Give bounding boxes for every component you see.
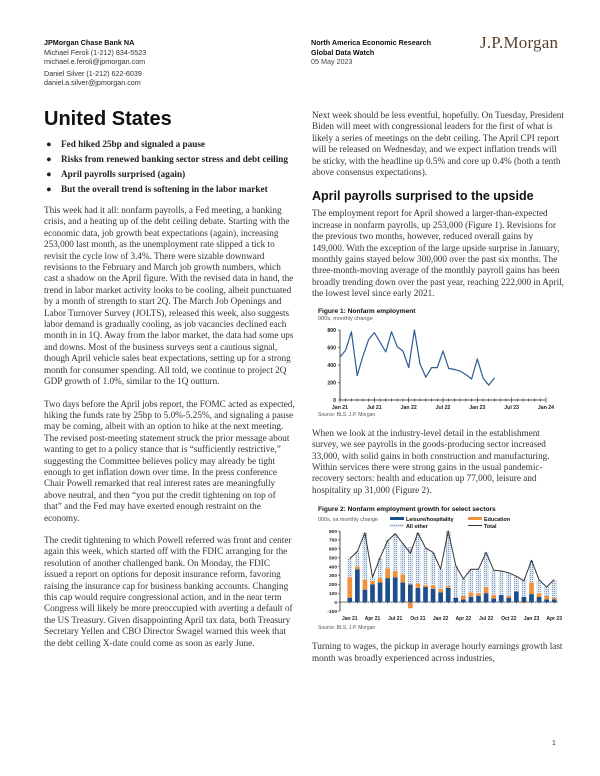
bar-all-other	[347, 559, 352, 578]
bar-education	[438, 589, 443, 593]
bar-education	[378, 578, 383, 582]
bar-leisure-hospitality	[446, 588, 451, 602]
author-1: Michael Feroli (1-212) 834-5523	[44, 47, 147, 57]
key-point	[44, 139, 295, 150]
bullet-icon: ●	[46, 169, 52, 179]
bar-all-other	[431, 552, 436, 585]
bar-leisure-hospitality	[484, 593, 489, 602]
body-paragraph: Next week should be less eventful, hopefully. On Tuesday, President Biden will meet with congressional leaders for the first of what is likely a series of meetings on the debt ceiling. The April CPI report will be released on Wednesday, and we expect inflation trends will be sticky, with the headline up 0.5% and core up 0.4% (both a tenth above consensus expectations).	[312, 110, 564, 178]
bar-leisure-hospitality	[370, 584, 375, 602]
author-1-email[interactable]: michael.e.feroli@jpmorgan.com	[44, 57, 146, 67]
body-paragraph: When we look at the industry-level detail in the establishment survey, we see payrolls in the goods-producing sector increased 33,000, with solid gains in both construction and manufacturing. Within services there were strong gains in the usual pandemic-recovery sectors: health and education up 77,000, leisure and hospitality up 31,000 (Figure 2).	[312, 427, 550, 495]
x-tick-label: Jan 21	[331, 404, 349, 411]
bar-all-other	[522, 580, 527, 597]
bar-leisure-hospitality	[552, 600, 557, 603]
x-tick-label: Jan 21	[341, 616, 358, 623]
x-tick-label: Jan 23	[523, 616, 540, 623]
y-tick-label: 400	[327, 362, 336, 369]
author-2-email[interactable]: daniel.a.silver@jpmorgan.com	[44, 78, 141, 88]
department: North America Economic Research	[311, 38, 431, 47]
y-tick-label: 800	[327, 327, 336, 334]
right-column	[312, 110, 564, 675]
x-tick-label: Jul 22	[478, 616, 494, 623]
bar-leisure-hospitality	[423, 587, 428, 602]
bar-all-other	[552, 580, 557, 598]
section-heading: April payrolls surprised to the upside	[312, 189, 534, 204]
legend-swatch-education	[468, 517, 482, 520]
y-tick-label: 0	[334, 601, 337, 607]
bar-all-other	[491, 570, 496, 595]
bar-education	[393, 571, 398, 577]
bar-leisure-hospitality	[408, 584, 413, 602]
x-tick-label: Oct 21	[410, 616, 426, 623]
body-paragraph: This week had it all: nonfarm payrolls, a Fed meeting, a banking crisis, and a heating up of the debt ceiling debate. Starting with the economic data, job growth beat expectations (again), increasing 253,000 last month, as the unemployment rate slipped a tick to revisit the cycle low of 3.4%. There were sizable downward revisions to the February and March job growth numbers, which cast a shadow on the April figure. With the revised data in hand, the trend in labor market activity looks to be cooling, albeit punctuated by a month of strength to start 2Q. The March Job Openings and Labor Turnover Survey (JOLTS), released this week, also suggests labor demand is gradually cooling, as job vacancies declined each month in in 1Q. Away from the labor market, the data had some ups and downs. Most of the business surveys sent a cautious signal, though April vehicle sales beat expectations, setting up for a strong month for consumer spending. All told, we continue to project 2Q GDP growth of 1.0%, similar to the 1Q outturn.	[44, 205, 294, 387]
bar-leisure-hospitality	[522, 597, 527, 602]
x-tick-label: Apr 21	[364, 616, 381, 623]
author-2: Daniel Silver (1-212) 622-6039	[44, 68, 142, 78]
legend-label-leisure: Leisure/hospitality	[406, 517, 454, 524]
bar-all-other	[400, 544, 405, 575]
bar-all-other	[476, 569, 481, 593]
bar-leisure-hospitality	[461, 600, 466, 603]
bar-all-other	[416, 533, 421, 584]
bar-all-other	[506, 573, 511, 596]
figure-2-source: Source: BLS, J.P. Morgan	[318, 625, 376, 632]
figure-1-title: Figure 1: Nonfarm employment	[318, 307, 416, 315]
y-tick-label: 400	[328, 565, 337, 571]
page-number: 1	[552, 740, 556, 747]
figure-2-title: Figure 2: Nonfarm employment growth for select sectors	[318, 506, 496, 514]
bar-education	[363, 580, 368, 590]
y-tick-label: 0	[333, 397, 336, 404]
x-tick-label: Jul 21	[388, 616, 403, 623]
left-column	[44, 108, 295, 660]
y-tick-label: 300	[328, 574, 337, 580]
bar-leisure-hospitality	[378, 583, 383, 603]
x-tick-label: Apr 23	[546, 616, 562, 623]
bar-education	[469, 592, 474, 596]
bar-leisure-hospitality	[416, 588, 421, 602]
key-point-text: Fed hiked 25bp and signaled a pause	[61, 139, 205, 149]
bar-leisure-hospitality	[514, 592, 519, 603]
bar-all-other	[499, 571, 504, 595]
bar-education	[423, 585, 428, 587]
body-paragraph: The employment report for April showed a larger-than-expected increase in nonfarm payrolls, up 253,000 (Figure 1). Revisions for the previous two months, however, reduced overall gains by 149,000. With the exception of the large upside surprise in January, monthly gains stayed below 300,000 over the past six months. The three-month-moving average of the monthly payroll gains has been broadly trending down over the past year, reaching 222,000 in April, the lowest level since early 2021.	[312, 208, 564, 299]
figure-2-subtitle: 000s, sa monthly change	[318, 517, 378, 524]
publication-block	[311, 38, 431, 67]
y-tick-label: 600	[328, 547, 337, 553]
bar-all-other	[393, 534, 398, 571]
body-paragraph: Two days before the April jobs report, the FOMC acted as expected, hiking the funds rate by 25bp to 5.0%-5.25%, and signaling a pause may be coming, albeit with an option to hike at the next meeting. The revised post-meeting statement struck the prior message about wanting to get to a policy stance that is “sufficiently restrictive,” suggesting the Committee believes policy may already be tight enough to get inflation down over time. In the press conference Chair Powell remarked that real interest rates are meaningfully above neutral, and then “you put the credit tightening on top of that” and the Fed may have exerted enough restraint on the economy.	[44, 398, 295, 523]
bar-education	[400, 575, 405, 583]
bar-education	[529, 583, 534, 595]
bar-education	[370, 581, 375, 585]
bar-leisure-hospitality	[491, 599, 496, 603]
key-point-text: Risks from renewed banking sector stress and debt ceiling	[61, 154, 288, 164]
bar-all-other	[484, 552, 489, 587]
key-point-text: But the overall trend is softening in the labor market	[61, 184, 268, 194]
x-tick-label: Jan 22	[432, 616, 449, 623]
key-points-list	[44, 139, 295, 195]
bar-education	[355, 567, 360, 570]
bar-all-other	[514, 576, 519, 591]
bar-all-other	[469, 569, 474, 592]
bullet-icon: ●	[46, 139, 52, 149]
bar-leisure-hospitality	[431, 589, 436, 602]
bar-all-other	[355, 552, 360, 567]
figure-1-subtitle: 000s, monthly change	[318, 315, 373, 322]
key-point	[44, 154, 295, 165]
x-tick-label: Jan 24	[537, 404, 555, 411]
legend-label-all-other: All other	[406, 524, 428, 531]
figure-1-source: Source: BLS, J.P. Morgan	[318, 411, 376, 418]
bar-education	[506, 596, 511, 598]
body-paragraph: The credit tightening to which Powell referred was front and center again this week, which started off with the FDIC arranging for the resolution of another challenged bank. On Monday, the FDIC issued a report on options for deposit insurance reform, favoring raising the insurance cap for business banking accounts. Changing this cap would require congressional action, and in the near term Congress will likely be more preoccupied with averting a default of the US Treasury. Given disappointing April tax data, both Treasury Secretary Yellen and CBO Director Swagel warned this week that the debt ceiling X-date could come as soon as early June.	[44, 534, 293, 648]
bar-all-other	[453, 566, 458, 598]
legend-swatch-all-other	[390, 524, 404, 527]
bar-all-other	[423, 548, 428, 585]
legend-label-total: Total	[484, 524, 497, 531]
bar-all-other	[438, 569, 443, 589]
bank-name: JPMorgan Chase Bank NA	[44, 38, 135, 47]
x-tick-label: Jul 22	[435, 404, 451, 411]
y-tick-label: 700	[328, 538, 337, 544]
jpmorgan-logo: J.P.Morgan	[480, 33, 559, 52]
page-title: United States	[44, 108, 172, 130]
y-tick-label: 200	[327, 380, 336, 387]
bar-leisure-hospitality	[499, 595, 504, 602]
bar-leisure-hospitality	[476, 596, 481, 602]
bullet-icon: ●	[46, 154, 52, 164]
bar-education	[416, 584, 421, 588]
figure-2-chart	[318, 513, 563, 623]
publication-name: Global Data Watch	[311, 47, 375, 57]
x-tick-label: Jul 21	[366, 404, 382, 411]
y-tick-label: 500	[328, 556, 337, 562]
bar-education	[431, 585, 436, 589]
figure-1	[318, 308, 564, 418]
y-tick-label: 200	[328, 583, 337, 589]
key-point	[44, 184, 295, 195]
bar-education	[347, 577, 352, 597]
x-tick-label: Jul 23	[504, 404, 520, 411]
bar-education	[552, 598, 557, 600]
bar-leisure-hospitality	[506, 598, 511, 602]
bar-education	[461, 596, 466, 600]
bar-leisure-hospitality	[363, 590, 368, 602]
x-tick-label: Jan 23	[469, 404, 486, 411]
bar-leisure-hospitality	[529, 594, 534, 602]
key-point	[44, 169, 295, 180]
legend-label-education: Education	[484, 517, 511, 524]
bullet-icon: ●	[46, 184, 52, 194]
key-point-text: April payrolls surprised (again)	[61, 169, 186, 179]
bar-education	[491, 595, 496, 599]
payrolls-line	[340, 330, 495, 385]
figure-2	[318, 506, 564, 631]
author-block	[44, 38, 146, 88]
figure-1-chart	[318, 322, 558, 412]
bar-education	[476, 593, 481, 596]
bar-education	[484, 587, 489, 593]
y-tick-label: -100	[327, 609, 337, 615]
y-tick-label: 100	[328, 592, 337, 598]
x-tick-label: Jan 22	[400, 404, 417, 411]
bar-leisure-hospitality	[355, 569, 360, 602]
bar-leisure-hospitality	[347, 598, 352, 602]
x-tick-label: Apr 22	[455, 616, 472, 623]
bar-leisure-hospitality	[469, 597, 474, 602]
bar-leisure-hospitality	[537, 597, 542, 602]
bar-all-other	[461, 579, 466, 596]
bar-leisure-hospitality	[400, 583, 405, 603]
bar-education	[537, 593, 542, 597]
bar-leisure-hospitality	[385, 578, 390, 602]
body-paragraph: Turning to wages, the pickup in average hourly earnings growth last month was broadly experienced across industries,	[312, 641, 563, 663]
bar-all-other	[370, 577, 375, 581]
bar-leisure-hospitality	[544, 600, 549, 603]
bar-education	[385, 568, 390, 578]
y-tick-label: 600	[327, 345, 336, 352]
bar-all-other	[544, 587, 549, 596]
bar-leisure-hospitality	[453, 598, 458, 602]
publication-date: 05 May 2023	[311, 57, 353, 67]
bar-education	[544, 596, 549, 600]
legend-swatch-leisure	[390, 517, 404, 520]
bar-education	[446, 586, 451, 588]
x-tick-label: Oct 22	[501, 616, 517, 623]
bar-leisure-hospitality	[438, 592, 443, 602]
y-tick-label: 800	[328, 529, 337, 535]
bar-leisure-hospitality	[393, 577, 398, 602]
